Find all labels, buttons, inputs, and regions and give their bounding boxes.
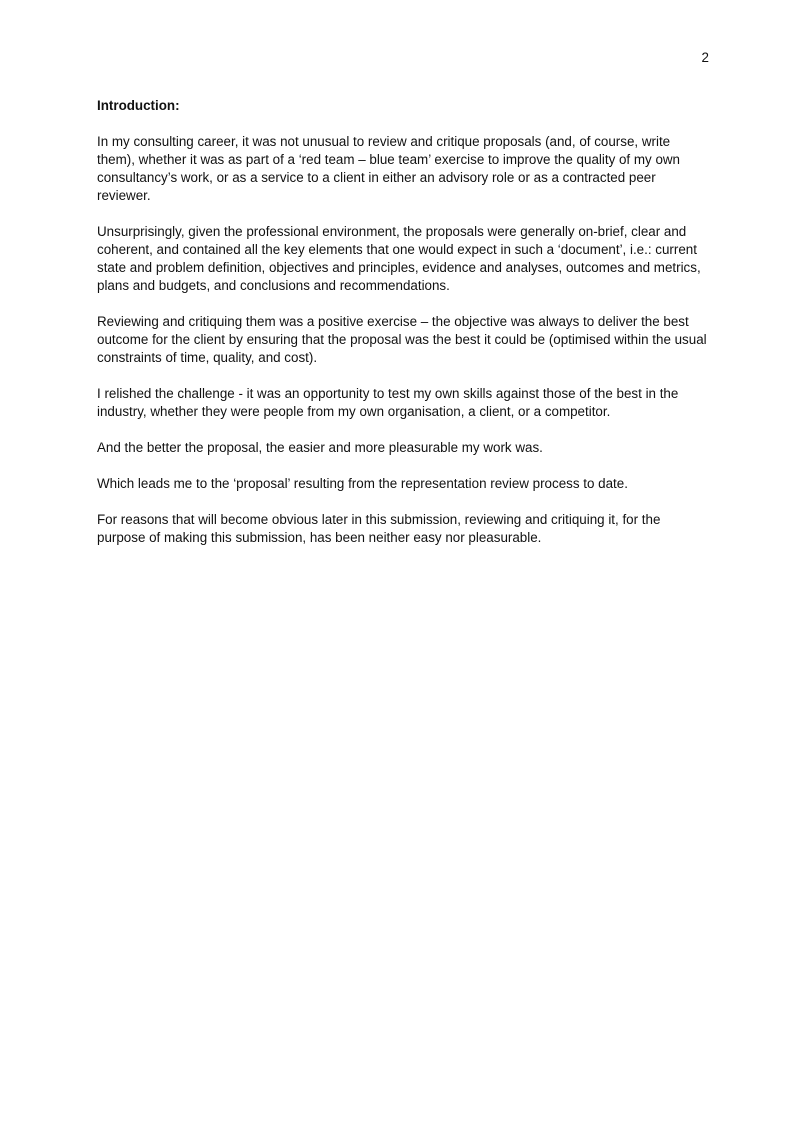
- paragraph-positive-exercise: Reviewing and critiquing them was a positive exercise – the objective was always to deliver the best outcome for the client by ensuring that the proposal was the best it could be (optimised within the usual constraints of time, quality, and cost).: [97, 314, 707, 365]
- paragraph-reasons: For reasons that will become obvious later in this submission, reviewing and critiquing it, for the purpose of making this submission, has been neither easy nor pleasurable.: [97, 512, 661, 545]
- paragraph-representation-review: Which leads me to the ‘proposal’ resulting from the representation review process to date.: [97, 476, 628, 491]
- paragraph-professional-environment: Unsurprisingly, given the professional environment, the proposals were generally on-brief, clear and coherent, and contained all the key elements that one would expect in such a ‘document’, i.e.: current state and problem definition, objectives and principles, evidence and analyses, outcomes and metrics, plans and budgets, and conclusions and recommendations.: [97, 224, 701, 293]
- page-number: 2: [701, 50, 709, 65]
- document-body: [97, 97, 709, 565]
- paragraph-relished-challenge: I relished the challenge - it was an opportunity to test my own skills against those of the best in the industry, whether they were people from my own organisation, a client, or a competitor.: [97, 386, 679, 419]
- paragraph-better-proposal: And the better the proposal, the easier and more pleasurable my work was.: [97, 440, 543, 455]
- section-heading: Introduction:: [97, 98, 180, 113]
- paragraph-consulting-career: In my consulting career, it was not unusual to review and critique proposals (and, of course, write them), whether it was as part of a ‘red team – blue team’ exercise to improve the quality of my own consultancy’s work, or as a service to a client in either an advisory role or as a contracted peer reviewer.: [97, 134, 681, 203]
